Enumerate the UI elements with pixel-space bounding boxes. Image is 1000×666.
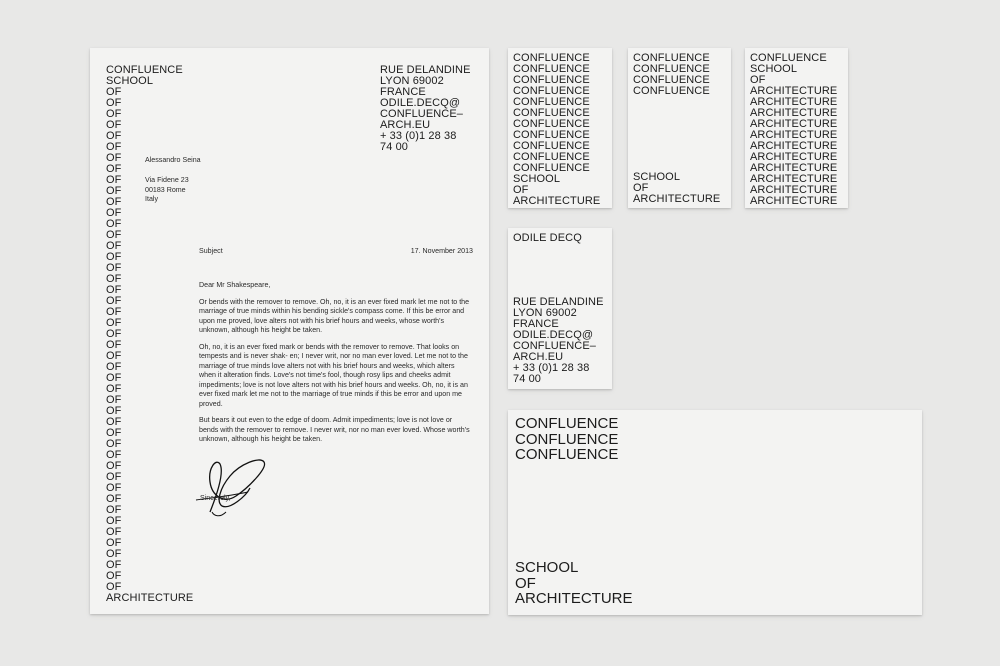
letterhead-of-line: OF [106,141,122,153]
card1-confluence-line: CONFLUENCE [513,140,590,152]
card1-confluence-line: CONFLUENCE [513,96,590,108]
card1-confluence-line: CONFLUENCE [513,162,590,174]
card3-architecture-line: ARCHITECTURE [750,162,838,174]
letterhead-of-line: OF [106,207,122,219]
letterhead-of-line: OF [106,405,122,417]
card1-confluence-line: CONFLUENCE [513,74,590,86]
card1-confluence-line: CONFLUENCE [513,52,590,64]
card2-top [633,53,710,97]
letterhead-of-line: OF [106,284,122,296]
card1-confluence-line: CONFLUENCE [513,129,590,141]
letterhead-of-line: OF [106,537,122,549]
address-line: LYON 69002 [380,75,444,87]
letterhead-of-line: OF [106,504,122,516]
letterhead-of-line: OF [106,163,122,175]
envelope-line: CONFLUENCE [515,430,619,448]
letterhead-of-line: OF [106,97,122,109]
card2-line: SCHOOL [633,171,681,183]
card3-line: OF [750,74,766,86]
card3-architecture-list [750,86,837,207]
card4-name: ODILE DECQ [513,232,582,244]
card3-line: SCHOOL [750,63,798,75]
letterhead-of-line: OF [106,482,122,494]
letterhead-brand-line: ARCHITECTURE [106,592,194,604]
address-line: RUE DELANDINE [380,64,471,76]
recipient-address-line: Italy [145,195,159,203]
recipient-name: Alessandro Seina [145,156,201,164]
closing: Sincerely, [200,494,231,502]
card3-line: CONFLUENCE [750,52,827,64]
letterhead-of-line: OF [106,350,122,362]
letterhead-of-line: OF [106,306,122,318]
letterhead-of-line: OF [106,317,122,329]
card2-line: OF [633,182,649,194]
letterhead-of-line: OF [106,229,122,241]
letterhead-of-line: OF [106,449,122,461]
card2-bottom [633,172,720,205]
letterhead-of-line: OF [106,86,122,98]
salutation: Dear Mr Shakespeare, [199,281,271,289]
card3-architecture-line: ARCHITECTURE [750,107,838,119]
letterhead-of-line: OF [106,262,122,274]
recipient-address-line: Via Fidene 23 [145,176,189,184]
letterhead-of-line: OF [106,427,122,439]
card1-confluence-line: CONFLUENCE [513,63,590,75]
card4-address-line: FRANCE [513,318,559,330]
address-line: + 33 (0)1 28 38 [380,130,457,142]
letterhead-address-block [380,65,471,153]
letterhead-of-line: OF [106,130,122,142]
letterhead-of-line: OF [106,119,122,131]
address-line: 74 00 [380,141,409,153]
signature-icon [190,452,280,524]
recipient-address [145,176,189,205]
letter-date: 17. November 2013 [410,247,473,255]
card2-confluence-list [633,53,710,97]
letterhead-of-line: OF [106,372,122,384]
card3-architecture-line: ARCHITECTURE [750,173,838,185]
card3-architecture-line: ARCHITECTURE [750,140,838,152]
recipient-address-line: 00183 Rome [145,185,186,194]
business-card-confluence-stack [508,48,612,208]
letterhead-of-line: OF [106,240,122,252]
letterhead-of-line: OF [106,328,122,340]
card1-line: ARCHITECTURE [513,195,601,207]
card1-confluence-line: CONFLUENCE [513,85,590,97]
envelope-line: OF [515,574,536,592]
body-paragraph: Oh, no, it is an ever fixed mark or bends with the remover to remove. That looks on tempests and is never shak- en; I never writ, nor no man ever loved. Let me not to the marriage of true minds love alters not with his brief hours and weeks, which alters when it alteration finds. Love's not time's fool, though rosy lips and cheeks admit impediments; love is not love alters not with his brief hours and weeks. Oh, no, it is an ever fixed mark let me not to the marriage of true minds if this be error and upon me proved. [199,342,468,408]
letterhead-brand-line: CONFLUENCE [106,64,183,76]
card2-confluence-line: CONFLUENCE [633,85,710,97]
card3-architecture-line: ARCHITECTURE [750,195,838,207]
card1-line: OF [513,184,529,196]
envelope-line: SCHOOL [515,559,579,576]
letterhead-of-line: OF [106,548,122,560]
card3-text [750,53,837,207]
card4-address-line: RUE DELANDINE [513,296,604,308]
letterhead-of-line: OF [106,251,122,263]
card2-confluence-line: CONFLUENCE [633,63,710,75]
letterhead-of-line: OF [106,196,122,208]
card3-architecture-line: ARCHITECTURE [750,129,838,141]
letterhead-of-line: OF [106,361,122,373]
business-card-contact [508,228,612,389]
card4-address-line: CONFLUENCE– [513,340,597,352]
letterhead-of-line: OF [106,174,122,186]
card3-architecture-line: ARCHITECTURE [750,96,838,108]
letterhead-of-line: OF [106,559,122,571]
card4-address-line: ARCH.EU [513,351,564,363]
body-paragraph: Or bends with the remover to remove. Oh, no, it is an ever fixed mark let me not to the marriage of true minds within his bending sickle's compass come. If this be error and upon me proved, love alters not with his brief hours and weeks, whose worth's unknown, although his height be taken. [199,297,470,334]
letterhead-sheet [90,48,489,614]
letterhead-of-line: OF [106,438,122,450]
letterhead-of-line: OF [106,416,122,428]
letterhead-of-line: OF [106,570,122,582]
letterhead-of-line: OF [106,295,122,307]
card2-line: ARCHITECTURE [633,193,721,205]
card4-address [513,297,604,385]
card4-address-line: LYON 69002 [513,307,577,319]
letterhead-of-line: OF [106,218,122,230]
card3-architecture-line: ARCHITECTURE [750,85,838,97]
card1-confluence-list [513,53,600,174]
card2-confluence-line: CONFLUENCE [633,52,710,64]
card1-confluence-line: CONFLUENCE [513,151,590,163]
card3-architecture-line: ARCHITECTURE [750,118,838,130]
business-card-confluence-short [628,48,731,208]
letterhead-of-line: OF [106,581,122,593]
letterhead-brand-line: SCHOOL [106,75,154,87]
card1-line: SCHOOL [513,173,561,185]
envelope-bottom-text [515,560,633,607]
address-line: ARCH.EU [380,119,431,131]
body-paragraph: But bears it out even to the edge of doom. Admit impediments; love is not love or bends with the remover to remove. I never writ, nor no man ever loved. Whose worth's unknown, although his height be taken. [199,416,470,443]
envelope-line: CONFLUENCE [515,446,619,463]
letterhead-of-line: OF [106,339,122,351]
letterhead-of-line: OF [106,383,122,395]
envelope-top-text [515,416,618,463]
card4-address-line: ODILE.DECQ@ [513,329,594,341]
card4-address-line: 74 00 [513,373,542,385]
letterhead-of-line: OF [106,526,122,538]
address-line: FRANCE [380,86,426,98]
card1-confluence-line: CONFLUENCE [513,107,590,119]
letterhead-of-line: OF [106,471,122,483]
letterhead-of-line: OF [106,394,122,406]
card1-confluence-line: CONFLUENCE [513,118,590,130]
letterhead-of-line: OF [106,515,122,527]
letterhead-of-line: OF [106,460,122,472]
card1-text [513,53,600,207]
card3-architecture-line: ARCHITECTURE [750,151,838,163]
letterhead-of-line: OF [106,108,122,120]
letterhead-brand-column [106,65,193,604]
address-line: ODILE.DECQ@ [380,97,461,109]
envelope-line: CONFLUENCE [515,415,619,432]
letterhead-of-line: OF [106,185,122,197]
subject-label: Subject [199,247,223,255]
letter-body [199,281,471,452]
envelope-line: ARCHITECTURE [515,590,633,607]
address-line: CONFLUENCE– [380,108,464,120]
business-card-architecture-stack [745,48,848,208]
letterhead-of-line: OF [106,152,122,164]
letterhead-of-line: OF [106,493,122,505]
card3-architecture-line: ARCHITECTURE [750,184,838,196]
card4-address-line: + 33 (0)1 28 38 [513,362,590,374]
envelope [508,410,922,615]
card2-confluence-line: CONFLUENCE [633,74,710,86]
letterhead-of-line: OF [106,273,122,285]
